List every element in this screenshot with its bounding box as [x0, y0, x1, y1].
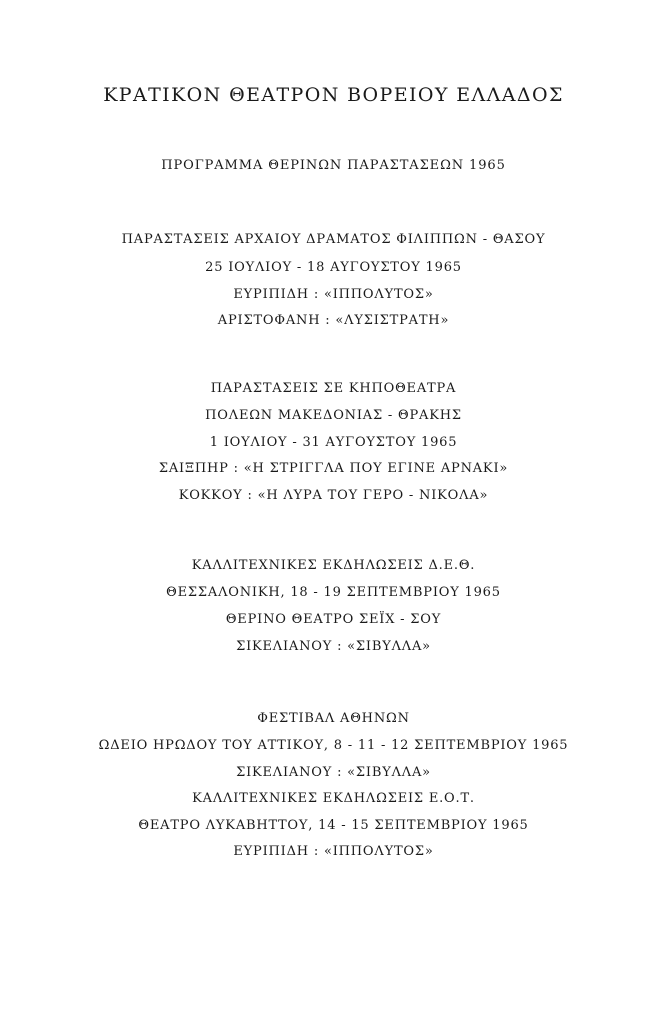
section-venue: ΘΕΑΤΡΟ ΛΥΚΑΒΗΤΤΟΥ, 14 - 15 ΣΕΠΤΕΜΒΡΙΟΥ 1965 [138, 818, 529, 833]
section-heading: ΦΕΣΤΙΒΑΛ ΑΘΗΝΩΝ [257, 711, 410, 726]
section-dates: 1 ΙΟΥΛΙΟΥ - 31 ΑΥΓΟΥΣΤΟΥ 1965 [209, 435, 458, 450]
section-play: ΚΟΚΚΟΥ : «Η ΛΥΡΑ ΤΟΥ ΓΕΡΟ - ΝΙΚΟΛΑ» [178, 488, 489, 503]
page-title: ΚΡΑΤΙΚΟΝ ΘΕΑΤΡΟΝ ΒΟΡΕΙΟΥ ΕΛΛΑΔΟΣ [103, 84, 564, 106]
section-heading: ΠΑΡΑΣΤΑΣΕΙΣ ΣΕ ΚΗΠΟΘΕΑΤΡΑ [210, 381, 457, 396]
section-play: ΕΥΡΙΠΙΔΗ : «ΙΠΠΟΛΥΤΟΣ» [233, 844, 434, 859]
section-play: ΑΡΙΣΤΟΦΑΝΗ : «ΛΥΣΙΣΤΡΑΤΗ» [217, 313, 450, 328]
section-play: ΣΙΚΕΛΙΑΝΟΥ : «ΣΙΒΥΛΛΑ» [236, 765, 431, 780]
section-play: ΕΥΡΙΠΙΔΗ : «ΙΠΠΟΛΥΤΟΣ» [233, 287, 434, 302]
section-heading: ΠΟΛΕΩΝ ΜΑΚΕΔΟΝΙΑΣ - ΘΡΑΚΗΣ [205, 408, 462, 423]
section-play: ΣΑΙΞΠΗΡ : «Η ΣΤΡΙΓΓΛΑ ΠΟΥ ΕΓΙΝΕ ΑΡΝΑΚΙ» [158, 461, 509, 476]
section-venue: ΩΔΕΙΟ ΗΡΩΔΟΥ ΤΟΥ ΑΤΤΙΚΟΥ, 8 - 11 - 12 ΣΕΠΤΕΜΒΡΙΟΥ 1965 [98, 738, 569, 753]
section-venue: ΘΕΡΙΝΟ ΘΕΑΤΡΟ ΣΕΪΧ - ΣΟΥ [225, 612, 442, 627]
section-heading: ΚΑΛΛΙΤΕΧΝΙΚΕΣ ΕΚΔΗΛΩΣΕΙΣ Δ.Ε.Θ. [191, 558, 476, 573]
page-subtitle: ΠΡΟΓΡΑΜΜΑ ΘΕΡΙΝΩΝ ΠΑΡΑΣΤΑΣΕΩΝ 1965 [161, 158, 506, 173]
section-dates: 25 ΙΟΥΛΙΟΥ - 18 ΑΥΓΟΥΣΤΟΥ 1965 [205, 260, 462, 275]
section-play: ΣΙΚΕΛΙΑΝΟΥ : «ΣΙΒΥΛΛΑ» [236, 639, 431, 654]
section-heading: ΠΑΡΑΣΤΑΣΕΙΣ ΑΡΧΑΙΟΥ ΔΡΑΜΑΤΟΣ ΦΙΛΙΠΠΩΝ - ΘΑΣΟΥ [121, 232, 546, 247]
section-heading: ΚΑΛΛΙΤΕΧΝΙΚΕΣ ΕΚΔΗΛΩΣΕΙΣ Ε.Ο.Τ. [192, 791, 475, 806]
section-dates: ΘΕΣΣΑΛΟΝΙΚΗ, 18 - 19 ΣΕΠΤΕΜΒΡΙΟΥ 1965 [166, 585, 501, 600]
